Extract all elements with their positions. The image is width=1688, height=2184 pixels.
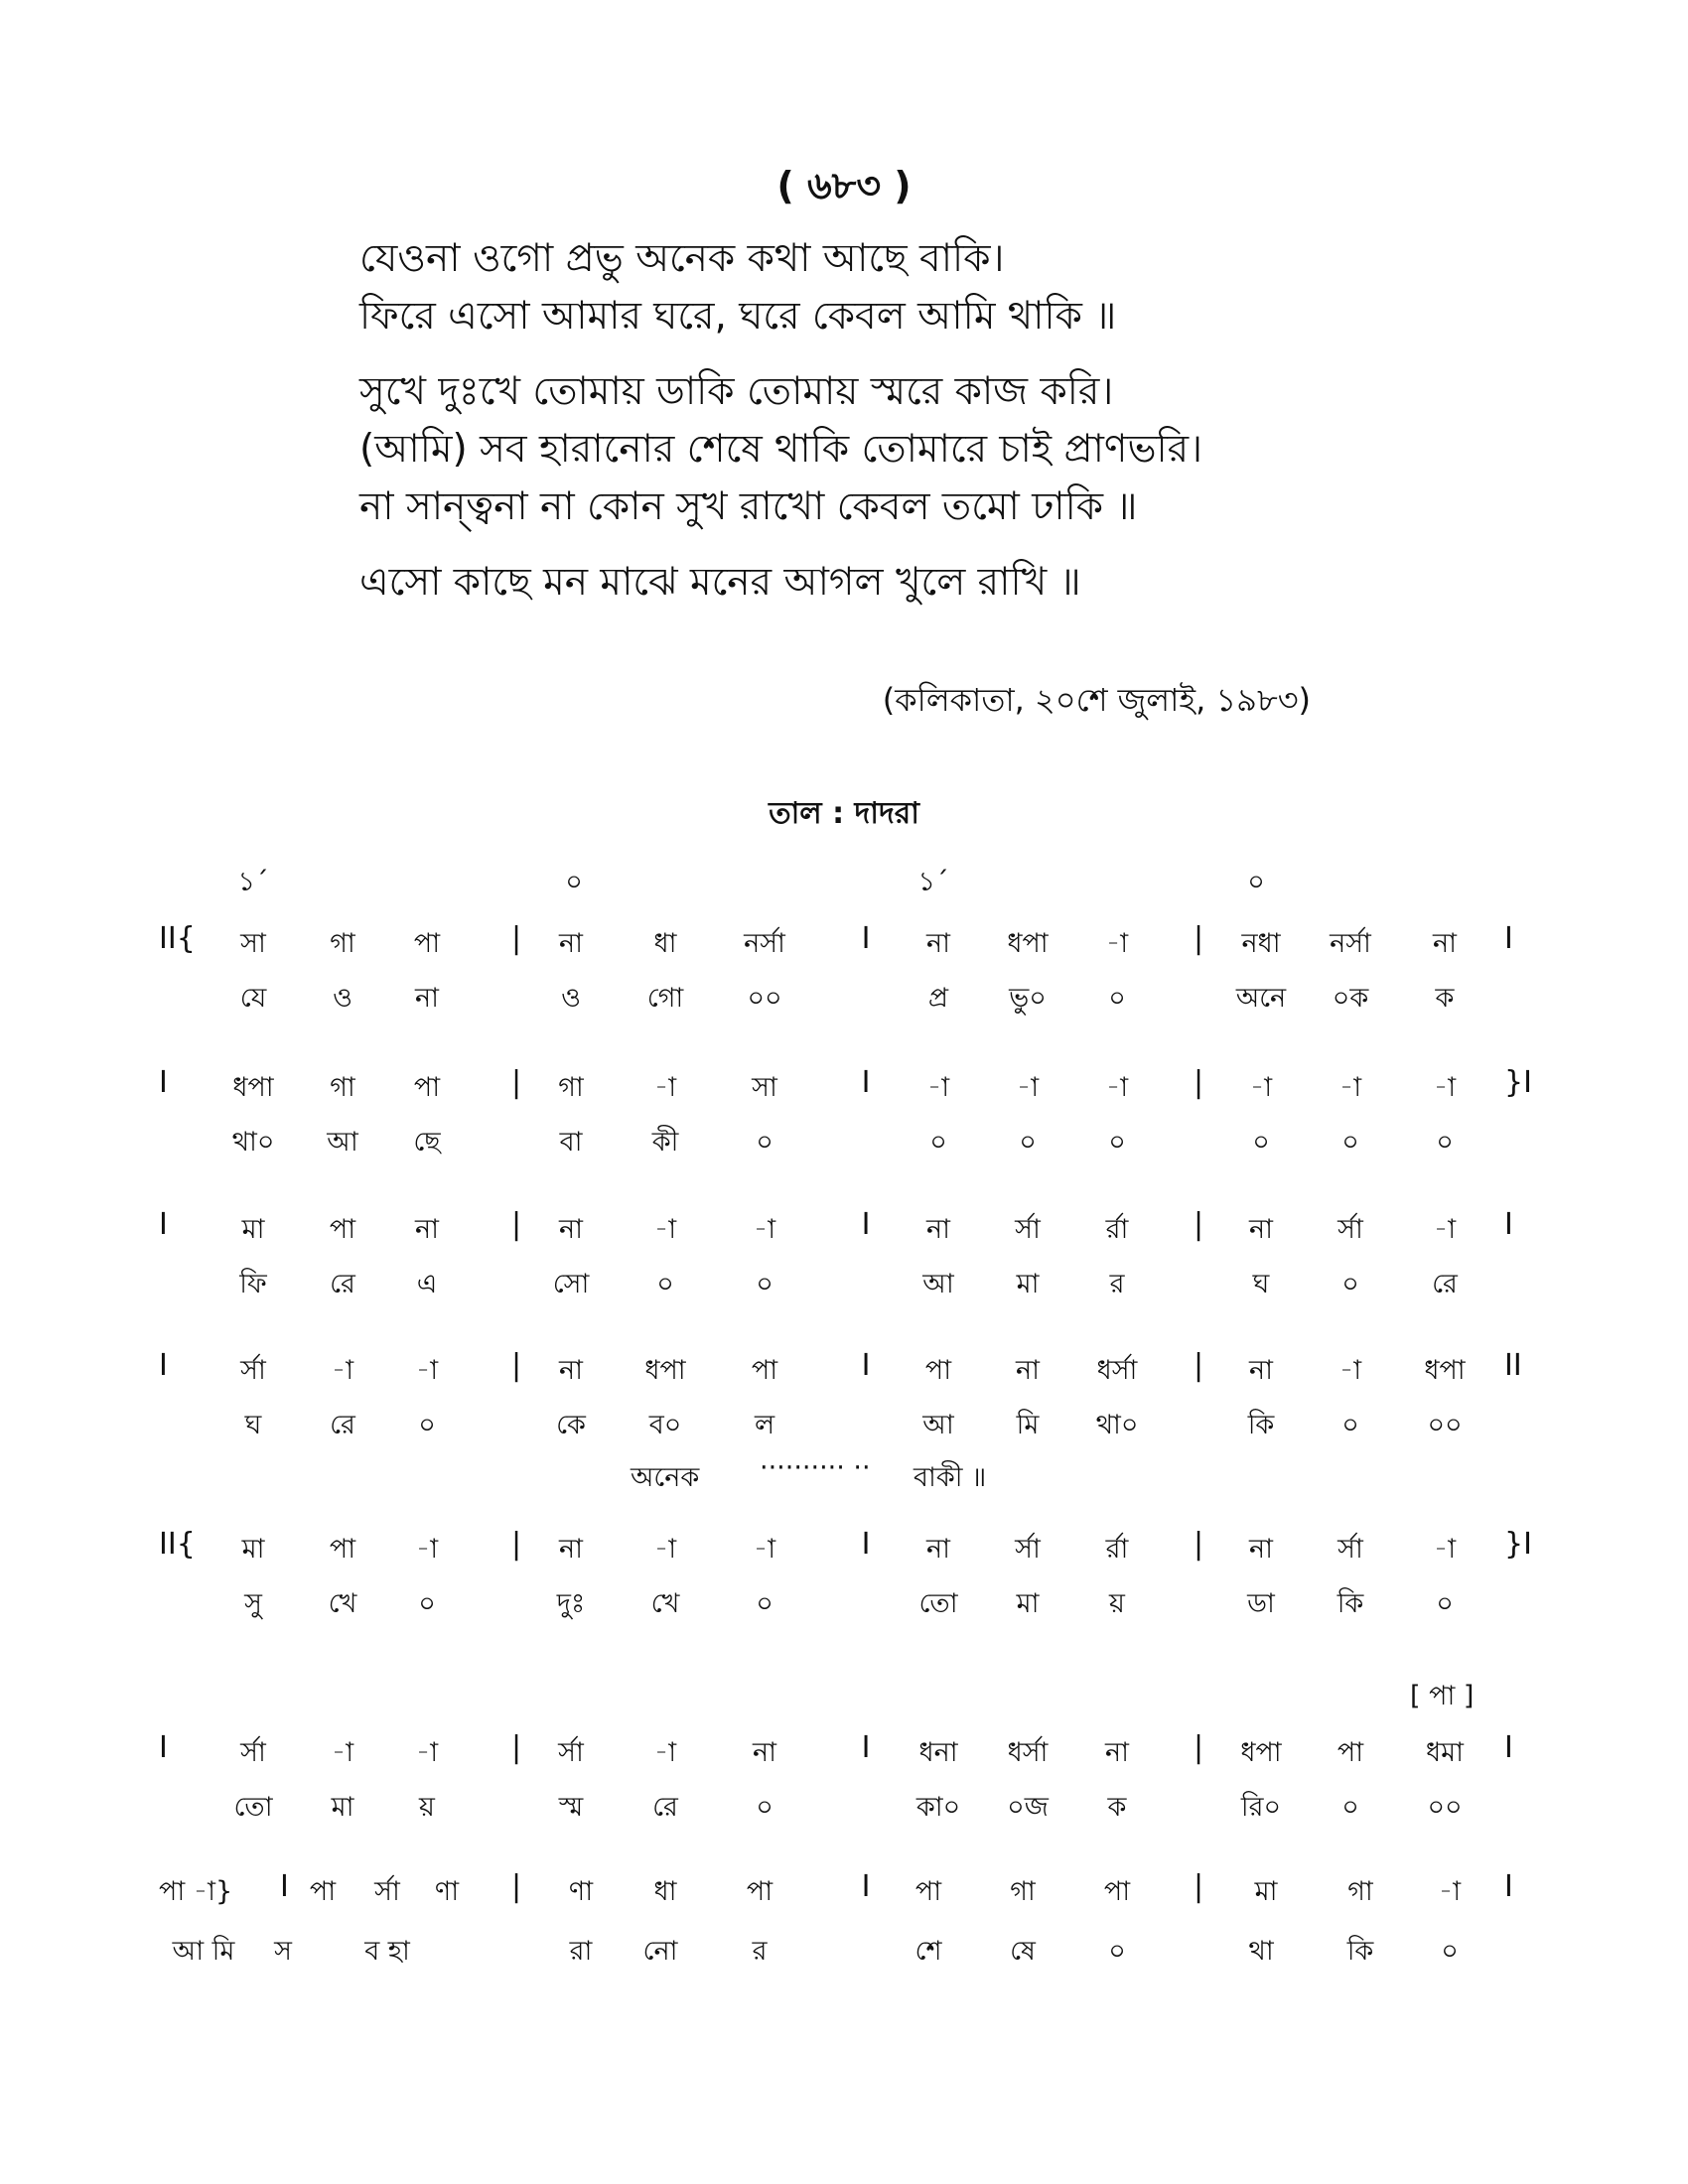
note-cell: -া bbox=[653, 1072, 677, 1103]
syllable-cell: ০ bbox=[1341, 1269, 1359, 1299]
syllable-cell: রা bbox=[569, 1936, 593, 1967]
syllable-cell: ব০ bbox=[648, 1410, 682, 1440]
note-cell: পা bbox=[751, 1355, 778, 1386]
lyric-line: না সান্ত্বনা না কোন সুখ রাখো কেবল তমো ঢাকি ॥ bbox=[359, 484, 1138, 529]
syllable-cell: গো bbox=[646, 983, 684, 1014]
note-cell: -া bbox=[1338, 1072, 1362, 1103]
bar-open: II{ bbox=[159, 1527, 196, 1562]
bar-beat: | bbox=[510, 1065, 522, 1100]
note-cell: পা bbox=[914, 1876, 942, 1907]
note-cell: না bbox=[559, 1534, 583, 1565]
note-cell: না bbox=[559, 928, 583, 959]
note-cell: ধমা bbox=[1426, 1737, 1464, 1768]
syllable-cell: ০ bbox=[1436, 1588, 1454, 1619]
note-cell: না bbox=[926, 928, 950, 959]
syllable-cell: ০ bbox=[1441, 1936, 1459, 1967]
bar-beat: | bbox=[1193, 1527, 1204, 1562]
syllable-cell: ল bbox=[754, 1410, 775, 1440]
note-cell: র্সা bbox=[1015, 1534, 1041, 1565]
note-cell: র্সা bbox=[1337, 1534, 1363, 1565]
syllable-cell: আ bbox=[327, 1127, 358, 1158]
note-cell: গা bbox=[330, 1072, 355, 1103]
bar-beat: | bbox=[510, 1527, 522, 1562]
syllable-cell: ০ bbox=[656, 1269, 674, 1299]
lyric-line: ফিরে এসো আমার ঘরে, ঘরে কেবল আমি থাকি ॥ bbox=[359, 294, 1117, 339]
syllable-cell: ০ bbox=[1108, 1127, 1126, 1158]
note-cell: -া bbox=[415, 1534, 439, 1565]
bar-open: I bbox=[159, 1348, 168, 1383]
note-cell: র্সা bbox=[1015, 1214, 1041, 1245]
note-cell: পা bbox=[329, 1534, 356, 1565]
note-prefix: পা -া} bbox=[159, 1876, 233, 1907]
syllable-cell: ০ bbox=[1341, 1792, 1359, 1823]
note-cell: -া bbox=[1105, 1072, 1129, 1103]
note-cell: পা bbox=[329, 1214, 356, 1245]
bar-close: }I bbox=[1504, 1065, 1532, 1100]
bar-measure: I bbox=[861, 1348, 871, 1383]
bar-close: I bbox=[1504, 1730, 1513, 1765]
note-cell: পা bbox=[1336, 1737, 1364, 1768]
syllable-cell: মি bbox=[1016, 1410, 1040, 1440]
note-cell: নর্সা bbox=[744, 928, 785, 959]
syllable-cell: ০ bbox=[1019, 1127, 1037, 1158]
note-cell: মা bbox=[241, 1214, 265, 1245]
syllable-cell: ভু০ bbox=[1009, 983, 1047, 1014]
syllable-cell: আ bbox=[922, 1410, 954, 1440]
note-cell: -া bbox=[415, 1737, 439, 1768]
syllable-cell: সু bbox=[244, 1588, 262, 1619]
bar-open: I bbox=[159, 1207, 168, 1242]
syllable-cell: ছে bbox=[413, 1127, 441, 1158]
bar-close: I bbox=[1504, 921, 1513, 956]
syllable-cell: র bbox=[1109, 1269, 1125, 1299]
alt-note: [ পা ] bbox=[1410, 1681, 1475, 1711]
note-cell: ধা bbox=[653, 928, 677, 959]
note-cell: গা bbox=[1010, 1876, 1036, 1907]
note-cell: র্রা bbox=[1105, 1214, 1129, 1245]
syllable-cell: কি bbox=[1336, 1588, 1364, 1619]
note-cell: -া bbox=[753, 1214, 776, 1245]
note-cell: -া bbox=[1433, 1534, 1457, 1565]
note-cell: -া bbox=[1433, 1072, 1457, 1103]
note-cell: না bbox=[926, 1534, 950, 1565]
note-cell: না bbox=[559, 1355, 583, 1386]
lyric-line: যেওনা ওগো প্রভু অনেক কথা আছে বাকি। bbox=[359, 236, 1005, 281]
note-cell: -া bbox=[1249, 1072, 1273, 1103]
bar-beat: | bbox=[510, 1869, 522, 1904]
note-cell: না bbox=[1105, 1737, 1129, 1768]
bar-beat: | bbox=[1193, 1348, 1204, 1383]
tal-mark: ১´ bbox=[917, 867, 949, 897]
note-cell: পা bbox=[1103, 1876, 1131, 1907]
syllable-cell: ০ bbox=[1436, 1127, 1454, 1158]
syllable-cell: কি bbox=[1346, 1936, 1374, 1967]
lyric-line: এসো কাছে মন মাঝে মনের আগল খুলে রাখি ॥ bbox=[359, 560, 1081, 605]
note-cell: -া bbox=[753, 1534, 776, 1565]
tal-label: তাল : দাদরা bbox=[769, 796, 919, 831]
note-cell: র্সা bbox=[240, 1355, 266, 1386]
syllable-cell: খে bbox=[328, 1588, 357, 1619]
lyric-line: সুখে দুঃখে তোমায় ডাকি তোমায় স্মরে কাজ করি। bbox=[359, 369, 1114, 414]
bar-measure: I bbox=[861, 1065, 871, 1100]
syllable-cell: মা bbox=[331, 1792, 354, 1823]
note-cell: ধপা bbox=[232, 1072, 274, 1103]
syllable-cell: য় bbox=[419, 1792, 435, 1823]
note-cell: না bbox=[415, 1214, 439, 1245]
syllable-cell: ০ bbox=[1252, 1127, 1270, 1158]
bar-beat: | bbox=[1193, 1869, 1204, 1904]
note-cell: পা bbox=[413, 1072, 441, 1103]
syllable-cell: ০জ bbox=[1007, 1792, 1049, 1823]
bar-beat: | bbox=[1193, 1730, 1204, 1765]
syllable-cell: মা bbox=[1016, 1269, 1040, 1299]
syllable-cell: স্ম bbox=[558, 1792, 584, 1823]
syllable-cell: ও bbox=[561, 983, 581, 1014]
note-cell: ধর্সা bbox=[1096, 1355, 1138, 1386]
note-cell: -া bbox=[331, 1355, 354, 1386]
syllable-cell: থা০ bbox=[1095, 1410, 1139, 1440]
note-cell: না bbox=[1249, 1214, 1273, 1245]
syllable-cell: ০ bbox=[929, 1127, 947, 1158]
note-cell: ধনা bbox=[918, 1737, 958, 1768]
syllable-cell: ০ bbox=[756, 1269, 774, 1299]
bar-open: I bbox=[159, 1065, 168, 1100]
syllable-cell: স bbox=[274, 1936, 292, 1967]
bar-close: II bbox=[1504, 1348, 1522, 1383]
note-cell: সা bbox=[752, 1072, 777, 1103]
bar-beat: | bbox=[1193, 1065, 1204, 1100]
syllable-cell: থা bbox=[1248, 1936, 1274, 1967]
syllable-cell: ০ bbox=[756, 1588, 774, 1619]
note-cell: গা bbox=[558, 1072, 584, 1103]
syllable-cell: ষে bbox=[1010, 1936, 1036, 1967]
note-cell: মা bbox=[1254, 1876, 1278, 1907]
note-cell: -া bbox=[926, 1072, 950, 1103]
syllable-cell: ও bbox=[333, 983, 352, 1014]
bar-beat: | bbox=[510, 1730, 522, 1765]
syllable-cell: নো bbox=[642, 1936, 678, 1967]
syllable-cell: ০ bbox=[1341, 1410, 1359, 1440]
bar-measure: I bbox=[861, 1207, 871, 1242]
lyric-line: (আমি) সব হারানোর শেষে থাকি তোমারে চাই প্রাণভরি। bbox=[359, 427, 1203, 472]
syllable-cell: এ bbox=[416, 1269, 438, 1299]
syllable-cell: ক bbox=[1435, 983, 1455, 1014]
bar-beat: | bbox=[510, 1207, 522, 1242]
syllable-cell: না bbox=[415, 983, 439, 1014]
syllable-cell: বা bbox=[559, 1127, 583, 1158]
note-cell: -া bbox=[653, 1214, 677, 1245]
note-cell: না bbox=[1433, 928, 1457, 959]
tal-mark: ০ bbox=[1247, 867, 1265, 897]
note-cell: ধর্সা bbox=[1007, 1737, 1049, 1768]
note-cell: র্সা bbox=[558, 1737, 584, 1768]
note-cell: -া bbox=[653, 1534, 677, 1565]
note-cell: না bbox=[559, 1214, 583, 1245]
note-cell: -া bbox=[1016, 1072, 1040, 1103]
syllable-cell: ঘ bbox=[244, 1410, 262, 1440]
note-cell: ধপা bbox=[1424, 1355, 1466, 1386]
syllable-cell: ০ক bbox=[1332, 983, 1369, 1014]
syllable-cell: ০০ bbox=[747, 983, 782, 1014]
bar-beat: | bbox=[510, 1348, 522, 1383]
syllable-cell: রি০ bbox=[1240, 1792, 1282, 1823]
syllable-cell: ০ bbox=[418, 1410, 436, 1440]
syllable-cell: য় bbox=[1109, 1588, 1125, 1619]
note-cell: না bbox=[1016, 1355, 1040, 1386]
syllable-cell: সো bbox=[552, 1269, 590, 1299]
note-cell: না bbox=[1249, 1355, 1273, 1386]
note-cell: ধপা bbox=[644, 1355, 686, 1386]
note-cell: ধা bbox=[653, 1876, 677, 1907]
note-cell: নধা bbox=[1241, 928, 1281, 959]
note-cell: পা bbox=[746, 1876, 774, 1907]
bar-measure: I bbox=[861, 1730, 871, 1765]
page-number: ( ৬৮৩ ) bbox=[776, 164, 912, 207]
syllable-cell: রে bbox=[330, 1269, 355, 1299]
note-cell: ণা bbox=[434, 1876, 460, 1907]
note-cell: -া bbox=[1105, 928, 1129, 959]
reference-start: অনেক bbox=[631, 1462, 700, 1493]
syllable-cell: ০ bbox=[418, 1588, 436, 1619]
syllable-cell: আ bbox=[922, 1269, 954, 1299]
syllable-cell: ক bbox=[1107, 1792, 1127, 1823]
syllable-cell: অনে bbox=[1235, 983, 1287, 1014]
note-cell: ধপা bbox=[1240, 1737, 1282, 1768]
syllable-cell: খে bbox=[650, 1588, 680, 1619]
note-cell: -া bbox=[1438, 1876, 1462, 1907]
note-cell: র্সা bbox=[240, 1737, 266, 1768]
syllable-cell: রে bbox=[1432, 1269, 1458, 1299]
syllable-cell: থা০ bbox=[231, 1127, 275, 1158]
syllable-cell: র bbox=[752, 1936, 768, 1967]
syllable-cell: যে bbox=[239, 983, 267, 1014]
syllable-cell: ডা bbox=[1247, 1588, 1275, 1619]
note-cell: র্রা bbox=[1105, 1534, 1129, 1565]
syllable-cell: রে bbox=[330, 1410, 355, 1440]
note-cell: র্সা bbox=[374, 1876, 400, 1907]
reference-end: বাকী ॥ bbox=[914, 1462, 987, 1493]
syllable-cell: ০ bbox=[1108, 983, 1126, 1014]
note-cell: -া bbox=[1433, 1214, 1457, 1245]
syllable-cell: ঘ bbox=[1252, 1269, 1270, 1299]
syllable-cell: ০০ bbox=[1427, 1792, 1463, 1823]
bar-measure: I bbox=[861, 1869, 871, 1904]
syllable-cell: ০ bbox=[1341, 1127, 1359, 1158]
note-cell: -া bbox=[331, 1737, 354, 1768]
note-cell: পা bbox=[924, 1355, 952, 1386]
note-cell: -া bbox=[415, 1355, 439, 1386]
bar-open: I bbox=[159, 1730, 168, 1765]
syllable-cell: ০ bbox=[756, 1127, 774, 1158]
syllable-cell: ০ bbox=[756, 1792, 774, 1823]
tal-mark: ০ bbox=[565, 867, 583, 897]
bar-close: I bbox=[1504, 1869, 1513, 1904]
note-cell: না bbox=[1249, 1534, 1273, 1565]
note-cell: নর্সা bbox=[1330, 928, 1371, 959]
note-cell: না bbox=[753, 1737, 776, 1768]
syllable-cell: শে bbox=[914, 1936, 942, 1967]
syllable-cell: কি bbox=[1247, 1410, 1275, 1440]
note-cell: পা bbox=[309, 1876, 337, 1907]
bar-open: I bbox=[280, 1869, 289, 1904]
bar-open: II{ bbox=[159, 921, 196, 956]
source-note: (কলিকাতা, ২০শে জুলাই, ১৯৮৩) bbox=[882, 681, 1311, 719]
syllable-cell: ফি bbox=[239, 1269, 267, 1299]
syllable-cell: তো bbox=[918, 1588, 958, 1619]
syllable-cell: মা bbox=[1016, 1588, 1040, 1619]
note-cell: পা bbox=[413, 928, 441, 959]
bar-beat: | bbox=[1193, 1207, 1204, 1242]
syllable-cell: কী bbox=[651, 1127, 679, 1158]
note-cell: ণা bbox=[568, 1876, 594, 1907]
syllable-cell: প্র bbox=[927, 983, 949, 1014]
syllable-cell: ০০ bbox=[1427, 1410, 1463, 1440]
reference-dots: ·········· ·· bbox=[760, 1452, 871, 1483]
syllable-cell: দুঃ bbox=[556, 1588, 586, 1619]
note-cell: গা bbox=[1347, 1876, 1373, 1907]
bar-beat: | bbox=[510, 921, 522, 956]
syllable-cell: ব হা bbox=[364, 1936, 410, 1967]
note-cell: না bbox=[926, 1214, 950, 1245]
note-cell: -া bbox=[1338, 1355, 1362, 1386]
syllable-cell: কে bbox=[556, 1410, 586, 1440]
bar-beat: | bbox=[1193, 921, 1204, 956]
syllable-cell: ০ bbox=[1108, 1936, 1126, 1967]
note-cell: ধপা bbox=[1007, 928, 1049, 959]
tal-mark: ১´ bbox=[237, 867, 269, 897]
note-cell: মা bbox=[241, 1534, 265, 1565]
note-cell: -া bbox=[653, 1737, 677, 1768]
note-cell: সা bbox=[240, 928, 266, 959]
bar-measure: I bbox=[861, 921, 871, 956]
syllable-cell: আ মি bbox=[172, 1936, 235, 1967]
note-cell: র্সা bbox=[1337, 1214, 1363, 1245]
syllable-cell: কা০ bbox=[915, 1792, 961, 1823]
syllable-cell: তো bbox=[233, 1792, 273, 1823]
bar-close: I bbox=[1504, 1207, 1513, 1242]
bar-measure: I bbox=[861, 1527, 871, 1562]
bar-close: }I bbox=[1504, 1527, 1532, 1562]
syllable-cell: রে bbox=[652, 1792, 678, 1823]
note-cell: গা bbox=[330, 928, 355, 959]
